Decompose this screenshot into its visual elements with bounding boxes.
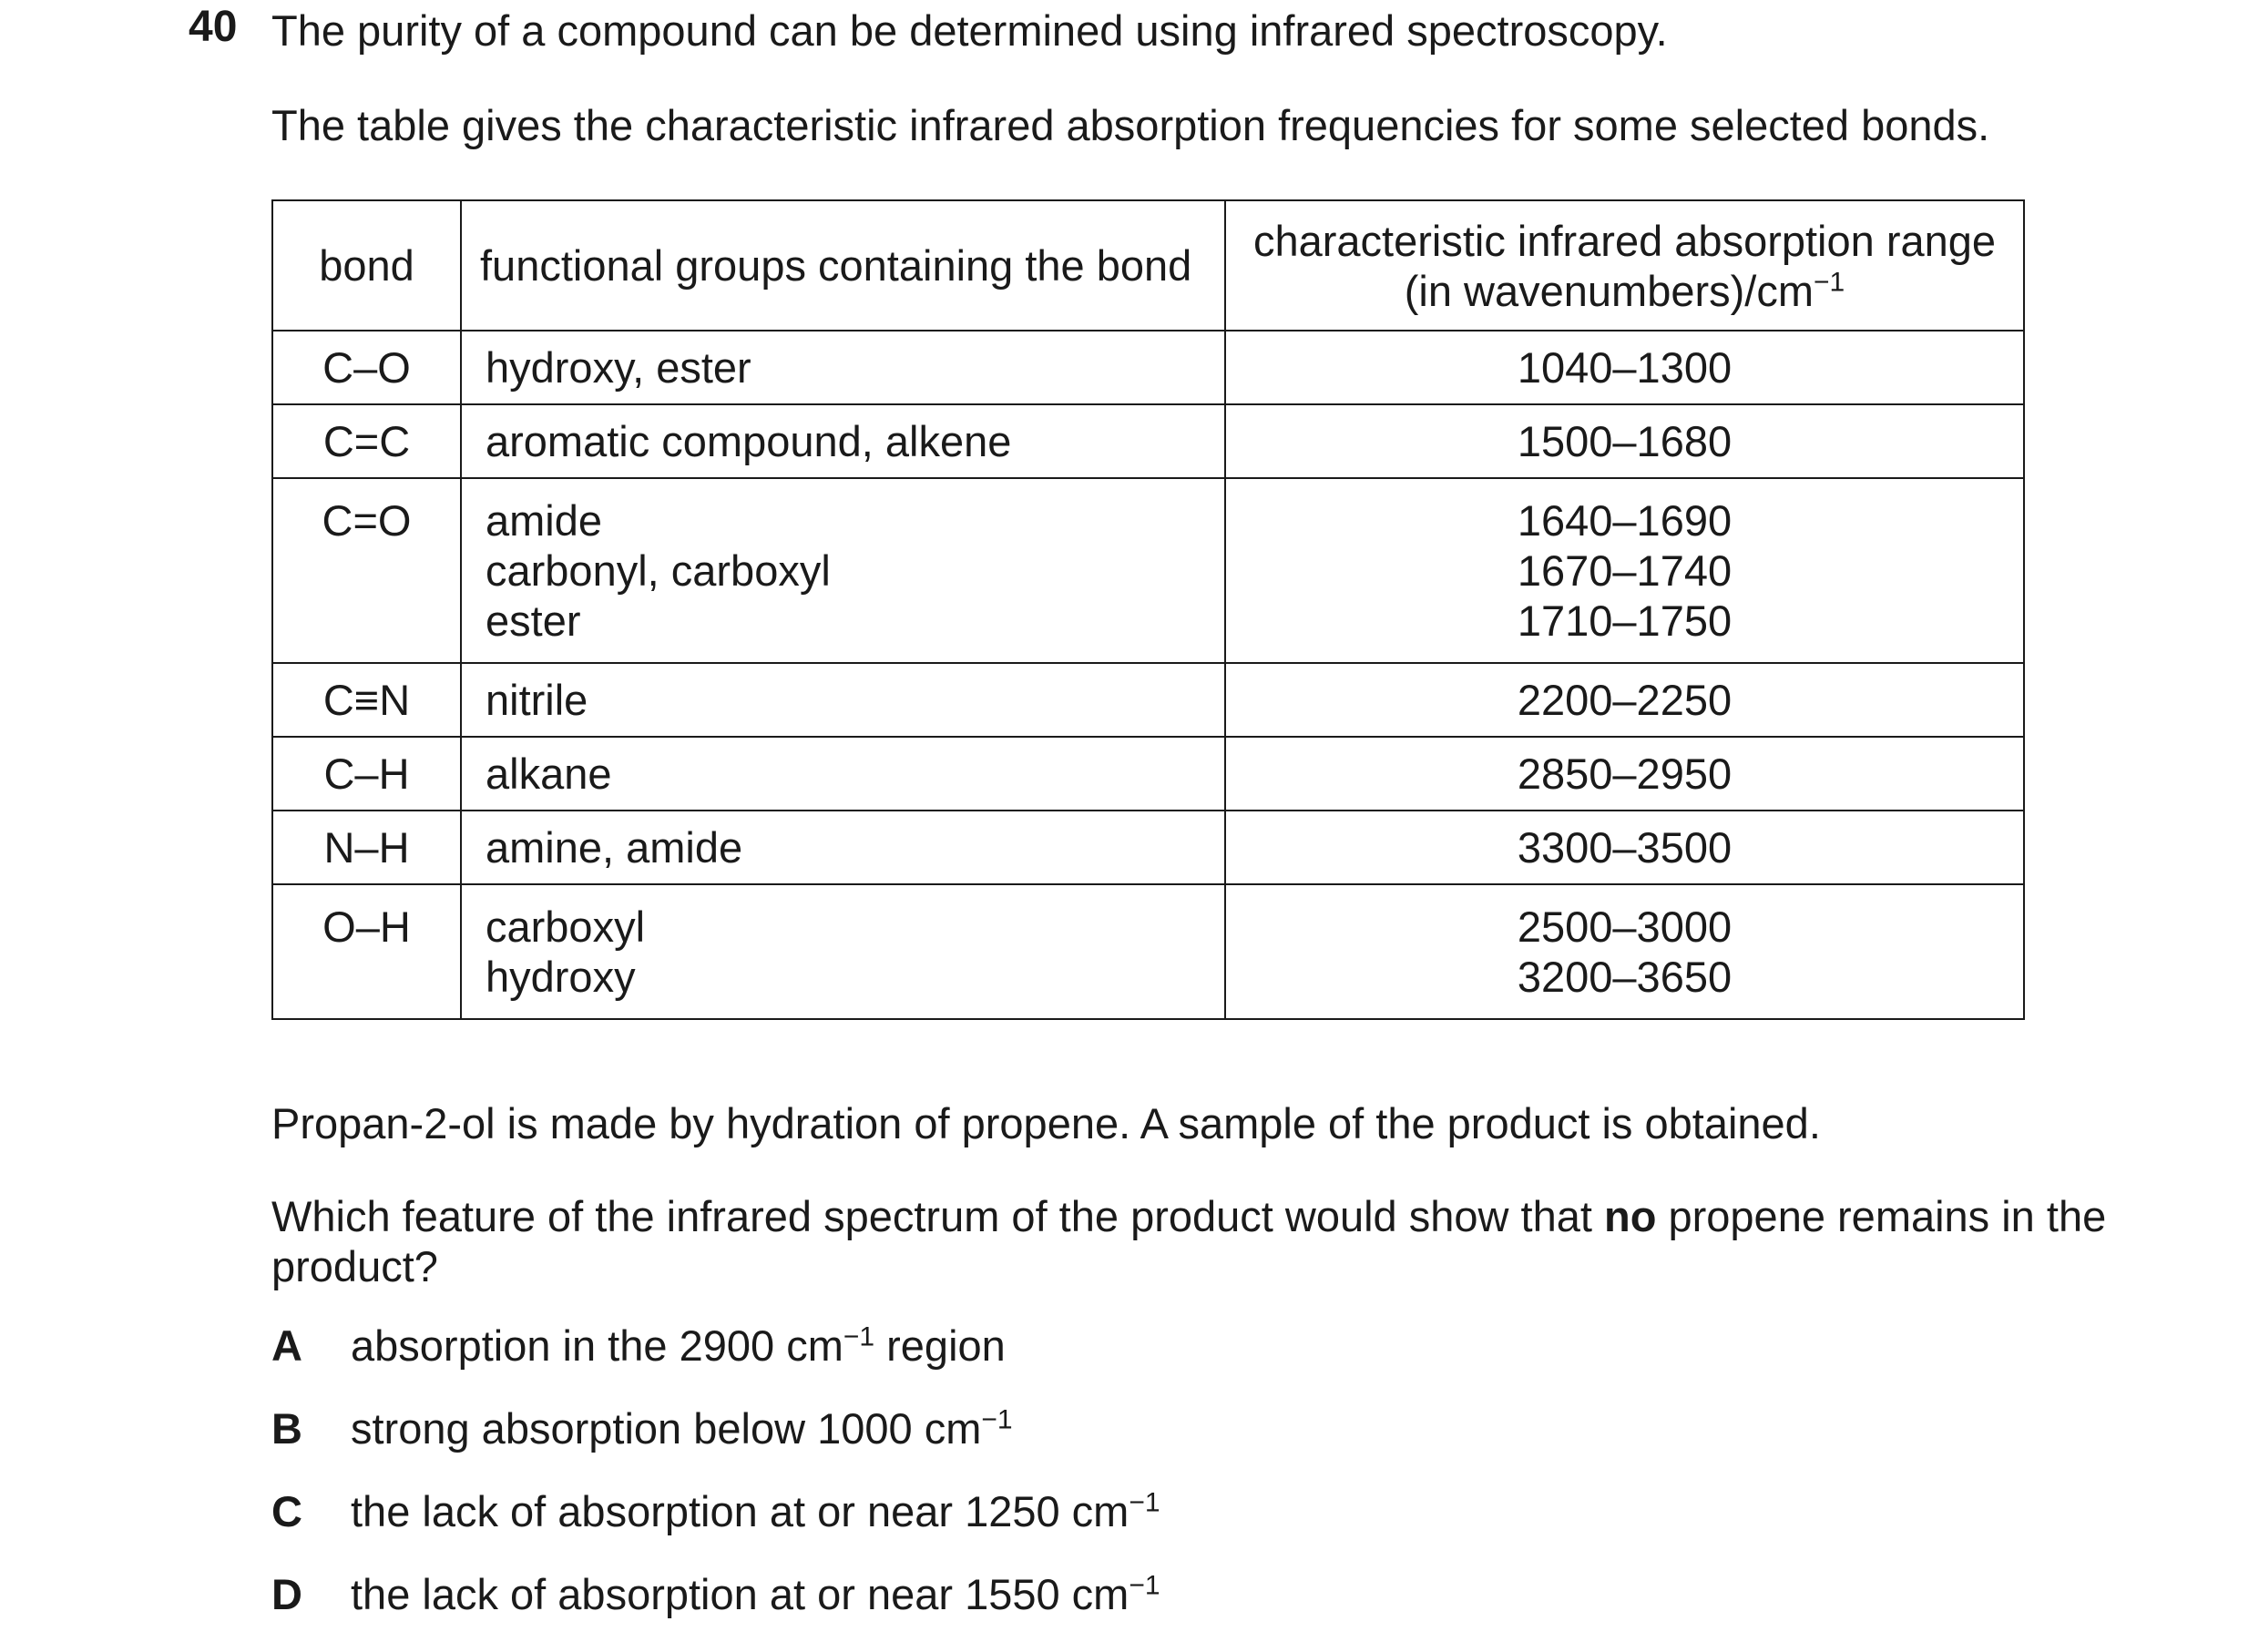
functional-group-text: amide	[486, 496, 603, 545]
absorption-range-text: 2500–3000	[1517, 902, 1733, 951]
question-stem: Which feature of the infrared spectrum of the product would show that no propene remains in the product?	[271, 1192, 2107, 1290]
cell-absorption-range	[1225, 478, 2024, 663]
option-text: the lack of absorption at or near 1250 $cm^{-1}$	[351, 1487, 1160, 1535]
absorption-range-text: 2850–2950	[1517, 750, 1733, 798]
functional-group-text: aromatic compound, alkene	[486, 417, 1012, 465]
cell-functional-groups	[461, 478, 1225, 663]
functional-group-text: amine, amide	[486, 823, 743, 872]
cell-functional-groups	[461, 663, 1225, 737]
cell-bond: C–O	[272, 331, 461, 404]
unit-superscript: −1	[1129, 1487, 1160, 1518]
table-intro: The table gives the characteristic infrared absorption frequencies for some selected bonds.	[271, 101, 1990, 149]
table-row	[272, 404, 2024, 478]
cell-bond: C=O	[272, 478, 461, 663]
cell-absorption-range	[1225, 811, 2024, 884]
table-body	[272, 331, 2024, 1019]
functional-group-text: ester	[486, 597, 581, 645]
cell-functional-groups	[461, 884, 1225, 1019]
cell-absorption-range	[1225, 404, 2024, 478]
header-range-line1: characteristic infrared absorption range	[1252, 216, 1997, 265]
stem-emphasis: no	[1604, 1192, 1657, 1240]
cell-functional-groups	[461, 737, 1225, 811]
absorption-range-text: 1640–1690	[1517, 496, 1733, 545]
absorption-range-text: 1710–1750	[1517, 597, 1733, 645]
functional-group-text: hydroxy	[486, 953, 636, 1001]
absorption-range-text: 1500–1680	[1517, 417, 1733, 465]
absorption-range-text: 2200–2250	[1517, 676, 1733, 724]
question-context: Propan-2-ol is made by hydration of propene. A sample of the product is obtained.	[271, 1099, 1821, 1147]
option-text: the lack of absorption at or near 1550 $cm^{-1}$	[351, 1570, 1160, 1618]
absorption-range-text: 3300–3500	[1517, 823, 1733, 872]
cell-functional-groups	[461, 404, 1225, 478]
table-row	[272, 737, 2024, 811]
cell-bond: C=C	[272, 404, 461, 478]
question-intro: The purity of a compound can be determined using infrared spectroscopy.	[271, 6, 1668, 55]
header-absorption-range	[1225, 200, 2024, 331]
cell-absorption-range	[1225, 884, 2024, 1019]
functional-group-text: hydroxy, ester	[486, 343, 751, 392]
absorption-range-text: 3200–3650	[1517, 953, 1733, 1001]
absorption-range-text: 1040–1300	[1517, 343, 1733, 392]
table-row	[272, 478, 2024, 663]
header-bond: bond	[272, 200, 461, 331]
ir-absorption-table	[271, 199, 2025, 1020]
option-text: strong absorption below 1000 $cm^{-1}$	[351, 1404, 1013, 1453]
table-row	[272, 331, 2024, 404]
cell-functional-groups	[461, 331, 1225, 404]
option-letter: C	[271, 1487, 302, 1535]
option-text: absorption in the 2900 $cm^{-1}$ region	[351, 1321, 1006, 1370]
option-letter: D	[271, 1570, 302, 1618]
table-row	[272, 884, 2024, 1019]
unit-superscript: −1	[1129, 1570, 1160, 1601]
cell-functional-groups	[461, 811, 1225, 884]
option-letter: B	[271, 1404, 302, 1453]
question-number: 40	[189, 3, 238, 51]
functional-group-text: carboxyl	[486, 902, 646, 951]
table-row	[272, 663, 2024, 737]
table-header-row	[272, 200, 2024, 331]
cell-absorption-range	[1225, 331, 2024, 404]
functional-group-text: nitrile	[486, 676, 588, 724]
functional-group-text: alkane	[486, 750, 612, 798]
header-unit-superscript: −1	[1814, 266, 1845, 297]
option-letter: A	[271, 1321, 302, 1370]
cell-bond: N–H	[272, 811, 461, 884]
functional-group-text: carbonyl, carboxyl	[486, 546, 831, 595]
unit-superscript: −1	[981, 1404, 1013, 1435]
cell-bond: C≡N	[272, 663, 461, 737]
header-functional-groups: functional groups containing the bond	[461, 200, 1225, 331]
cell-absorption-range	[1225, 737, 2024, 811]
absorption-range-text: 1670–1740	[1517, 546, 1733, 595]
cell-bond: C–H	[272, 737, 461, 811]
cell-bond: O–H	[272, 884, 461, 1019]
cell-absorption-range	[1225, 663, 2024, 737]
header-range-line2: (in $wavenumbers)/cm^{-1}$	[1404, 266, 1845, 315]
table-row	[272, 811, 2024, 884]
unit-superscript: −1	[843, 1321, 875, 1352]
